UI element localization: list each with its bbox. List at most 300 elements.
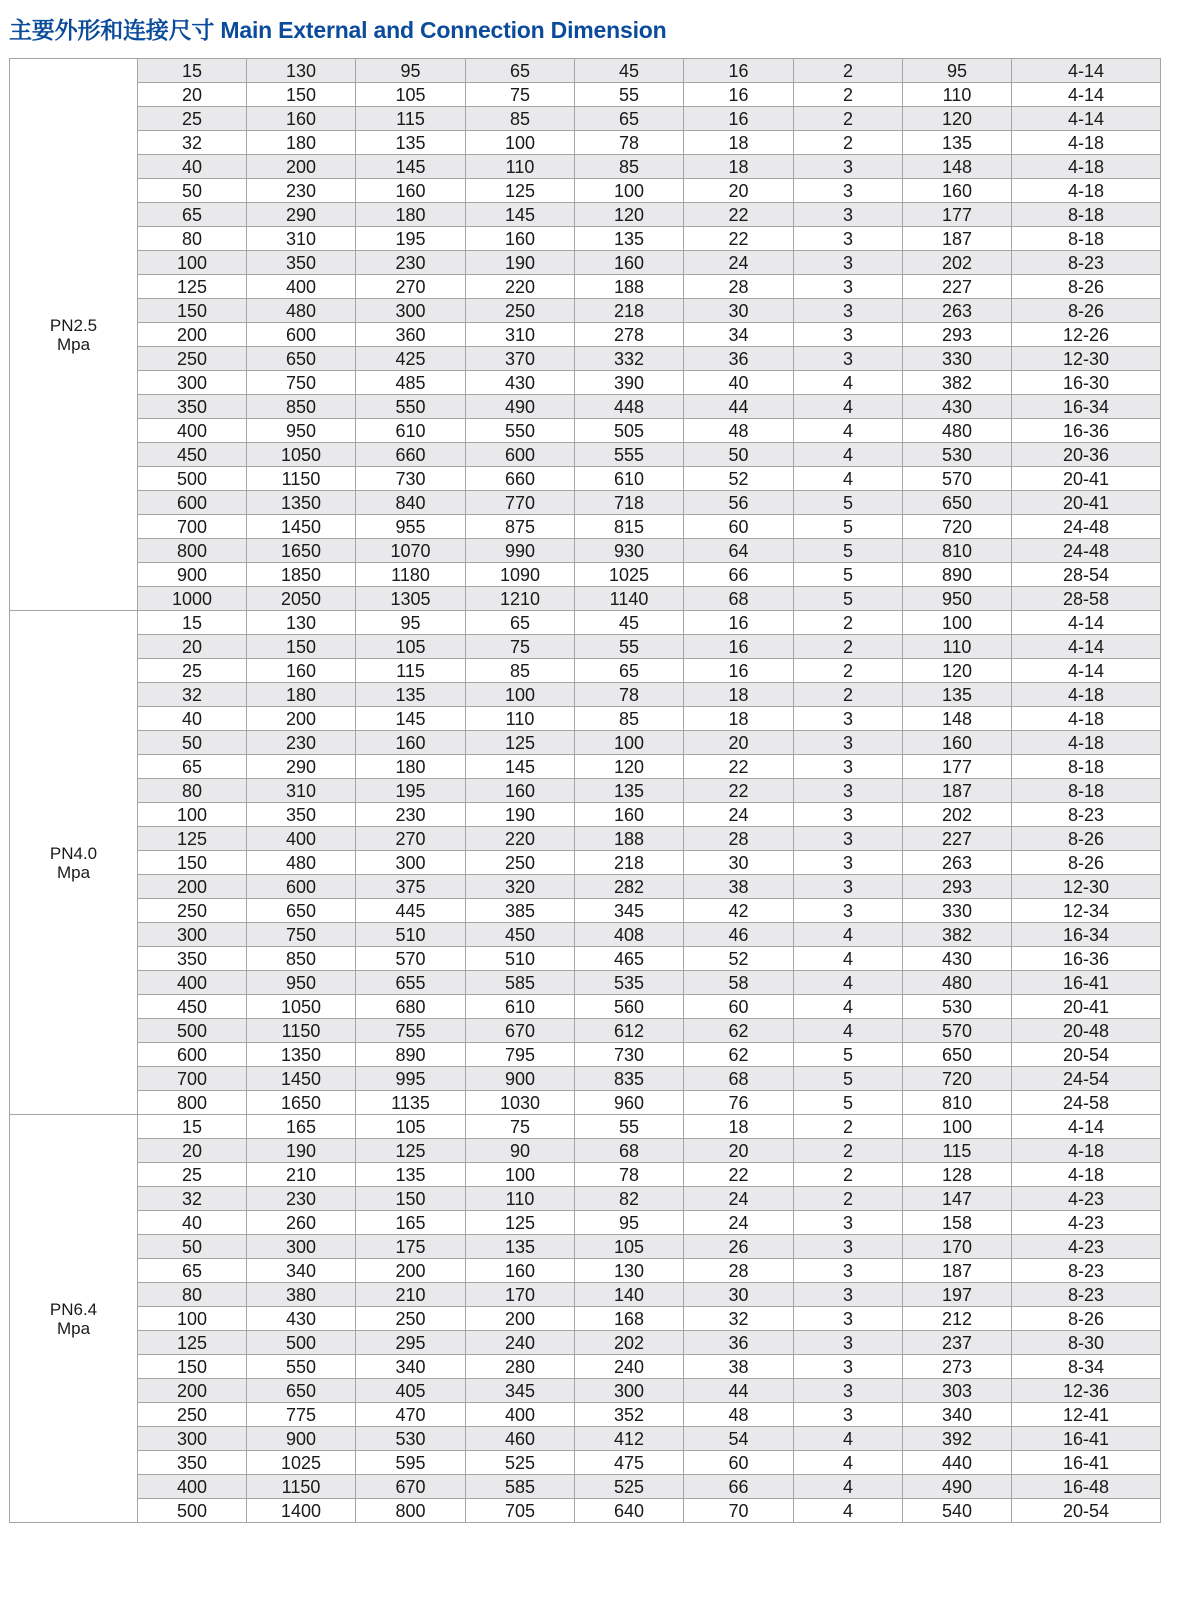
table-cell: 22 <box>684 755 794 779</box>
table-cell: 58 <box>684 971 794 995</box>
table-cell: 20 <box>684 731 794 755</box>
table-cell: 50 <box>138 179 247 203</box>
table-cell: 200 <box>466 1307 575 1331</box>
table-cell: 100 <box>138 251 247 275</box>
table-cell: 263 <box>903 851 1012 875</box>
table-cell: 16-41 <box>1012 1451 1161 1475</box>
table-cell: 1850 <box>247 563 356 587</box>
table-cell: 188 <box>575 827 684 851</box>
table-cell: 180 <box>247 683 356 707</box>
table-row <box>10 971 1161 995</box>
table-cell: 95 <box>575 1211 684 1235</box>
table-cell: 68 <box>684 1067 794 1091</box>
table-cell: 4-14 <box>1012 83 1161 107</box>
table-cell: 300 <box>356 299 466 323</box>
table-cell: 448 <box>575 395 684 419</box>
table-cell: 555 <box>575 443 684 467</box>
table-cell: 180 <box>356 755 466 779</box>
table-cell: 465 <box>575 947 684 971</box>
table-cell: 18 <box>684 683 794 707</box>
table-cell: 600 <box>247 875 356 899</box>
table-cell: 300 <box>138 1427 247 1451</box>
table-cell: 115 <box>356 659 466 683</box>
table-cell: 110 <box>466 1187 575 1211</box>
table-cell: 4-18 <box>1012 683 1161 707</box>
table-cell: 170 <box>466 1283 575 1307</box>
table-cell: 62 <box>684 1043 794 1067</box>
table-cell: 145 <box>356 155 466 179</box>
table-cell: 125 <box>466 731 575 755</box>
table-cell: 120 <box>903 107 1012 131</box>
table-cell: 100 <box>466 131 575 155</box>
table-cell: 3 <box>794 1259 903 1283</box>
table-cell: 450 <box>138 443 247 467</box>
table-cell: 16 <box>684 611 794 635</box>
table-row <box>10 587 1161 611</box>
table-cell: 24-58 <box>1012 1091 1161 1115</box>
table-cell: 160 <box>247 107 356 131</box>
table-row <box>10 635 1161 659</box>
table-cell: 12-41 <box>1012 1403 1161 1427</box>
table-cell: 3 <box>794 155 903 179</box>
table-cell: 1650 <box>247 539 356 563</box>
table-cell: 440 <box>903 1451 1012 1475</box>
table-cell: 505 <box>575 419 684 443</box>
table-cell: 8-26 <box>1012 851 1161 875</box>
table-cell: 230 <box>356 251 466 275</box>
table-cell: 42 <box>684 899 794 923</box>
table-cell: 4 <box>794 971 903 995</box>
table-cell: 270 <box>356 827 466 851</box>
table-cell: 40 <box>138 707 247 731</box>
table-cell: 1000 <box>138 587 247 611</box>
table-cell: 1050 <box>247 995 356 1019</box>
table-cell: 135 <box>903 131 1012 155</box>
table-cell: 610 <box>575 467 684 491</box>
table-cell: 480 <box>247 299 356 323</box>
table-cell: 500 <box>138 1019 247 1043</box>
table-cell: 1090 <box>466 563 575 587</box>
table-cell: 195 <box>356 227 466 251</box>
table-cell: 55 <box>575 1115 684 1139</box>
table-row <box>10 923 1161 947</box>
table-cell: 600 <box>138 491 247 515</box>
table-cell: 4-14 <box>1012 107 1161 131</box>
table-cell: 147 <box>903 1187 1012 1211</box>
table-cell: 445 <box>356 899 466 923</box>
table-cell: 525 <box>575 1475 684 1499</box>
table-cell: 300 <box>138 371 247 395</box>
table-cell: 22 <box>684 779 794 803</box>
table-cell: 25 <box>138 107 247 131</box>
table-cell: 24-48 <box>1012 539 1161 563</box>
table-cell: 350 <box>247 251 356 275</box>
table-cell: 795 <box>466 1043 575 1067</box>
table-cell: 16-30 <box>1012 371 1161 395</box>
table-cell: 65 <box>138 755 247 779</box>
table-cell: 2 <box>794 1163 903 1187</box>
table-cell: 730 <box>356 467 466 491</box>
table-row <box>10 1091 1161 1115</box>
table-cell: 2 <box>794 611 903 635</box>
table-cell: 755 <box>356 1019 466 1043</box>
table-cell: 560 <box>575 995 684 1019</box>
table-cell: 66 <box>684 1475 794 1499</box>
table-cell: 26 <box>684 1235 794 1259</box>
table-cell: 3 <box>794 1331 903 1355</box>
table-cell: 170 <box>903 1235 1012 1259</box>
table-cell: 650 <box>247 347 356 371</box>
table-cell: 585 <box>466 971 575 995</box>
table-cell: 2 <box>794 659 903 683</box>
table-cell: 1210 <box>466 587 575 611</box>
table-cell: 20 <box>138 635 247 659</box>
table-cell: 168 <box>575 1307 684 1331</box>
table-cell: 400 <box>466 1403 575 1427</box>
table-cell: 300 <box>575 1379 684 1403</box>
table-cell: 210 <box>356 1283 466 1307</box>
table-cell: 227 <box>903 827 1012 851</box>
pressure-group-label: PN2.5 Mpa <box>10 59 138 611</box>
table-cell: 950 <box>247 971 356 995</box>
table-cell: 50 <box>684 443 794 467</box>
table-row <box>10 1427 1161 1451</box>
table-cell: 230 <box>247 1187 356 1211</box>
table-cell: 20-36 <box>1012 443 1161 467</box>
table-cell: 250 <box>138 1403 247 1427</box>
table-cell: 570 <box>356 947 466 971</box>
table-row <box>10 1163 1161 1187</box>
table-cell: 125 <box>138 275 247 299</box>
table-cell: 278 <box>575 323 684 347</box>
table-cell: 75 <box>466 83 575 107</box>
table-cell: 400 <box>247 275 356 299</box>
table-cell: 450 <box>138 995 247 1019</box>
table-cell: 130 <box>247 611 356 635</box>
table-cell: 332 <box>575 347 684 371</box>
table-cell: 60 <box>684 1451 794 1475</box>
table-cell: 960 <box>575 1091 684 1115</box>
table-cell: 15 <box>138 1115 247 1139</box>
pressure-group-label: PN6.4 Mpa <box>10 1115 138 1523</box>
table-cell: 2 <box>794 131 903 155</box>
table-cell: 12-30 <box>1012 347 1161 371</box>
table-cell: 3 <box>794 275 903 299</box>
table-cell: 160 <box>356 731 466 755</box>
table-cell: 16-36 <box>1012 419 1161 443</box>
table-cell: 450 <box>466 923 575 947</box>
table-cell: 650 <box>247 1379 356 1403</box>
table-cell: 150 <box>138 299 247 323</box>
table-cell: 24 <box>684 251 794 275</box>
table-cell: 190 <box>247 1139 356 1163</box>
table-row <box>10 1211 1161 1235</box>
table-row <box>10 251 1161 275</box>
table-cell: 230 <box>247 731 356 755</box>
table-cell: 990 <box>466 539 575 563</box>
table-cell: 130 <box>575 1259 684 1283</box>
table-cell: 8-26 <box>1012 275 1161 299</box>
table-cell: 525 <box>466 1451 575 1475</box>
table-cell: 2 <box>794 683 903 707</box>
table-row <box>10 851 1161 875</box>
table-row <box>10 179 1161 203</box>
table-cell: 16 <box>684 107 794 131</box>
table-cell: 610 <box>466 995 575 1019</box>
table-cell: 16-41 <box>1012 971 1161 995</box>
table-cell: 720 <box>903 1067 1012 1091</box>
table-cell: 470 <box>356 1403 466 1427</box>
table-cell: 1350 <box>247 1043 356 1067</box>
table-cell: 500 <box>138 1499 247 1523</box>
table-cell: 75 <box>466 1115 575 1139</box>
table-cell: 890 <box>356 1043 466 1067</box>
table-cell: 4 <box>794 419 903 443</box>
table-cell: 1150 <box>247 467 356 491</box>
table-cell: 4 <box>794 1499 903 1523</box>
table-cell: 263 <box>903 299 1012 323</box>
table-row <box>10 323 1161 347</box>
table-row <box>10 371 1161 395</box>
table-cell: 240 <box>575 1355 684 1379</box>
table-cell: 400 <box>138 1475 247 1499</box>
table-row <box>10 731 1161 755</box>
table-row <box>10 83 1161 107</box>
table-cell: 290 <box>247 755 356 779</box>
table-cell: 200 <box>356 1259 466 1283</box>
table-row <box>10 1451 1161 1475</box>
table-cell: 2050 <box>247 587 356 611</box>
table-cell: 150 <box>138 1355 247 1379</box>
table-cell: 293 <box>903 323 1012 347</box>
table-cell: 460 <box>466 1427 575 1451</box>
table-row <box>10 1307 1161 1331</box>
table-cell: 110 <box>466 155 575 179</box>
table-cell: 4 <box>794 995 903 1019</box>
table-cell: 3 <box>794 1307 903 1331</box>
table-cell: 670 <box>356 1475 466 1499</box>
table-cell: 24 <box>684 803 794 827</box>
table-cell: 100 <box>575 179 684 203</box>
table-cell: 200 <box>138 323 247 347</box>
table-cell: 950 <box>903 587 1012 611</box>
table-cell: 3 <box>794 707 903 731</box>
table-row <box>10 107 1161 131</box>
table-cell: 4-14 <box>1012 59 1161 83</box>
table-row <box>10 539 1161 563</box>
table-cell: 177 <box>903 755 1012 779</box>
table-row <box>10 659 1161 683</box>
table-cell: 60 <box>684 995 794 1019</box>
table-cell: 24 <box>684 1187 794 1211</box>
table-cell: 4-14 <box>1012 1115 1161 1139</box>
table-cell: 1150 <box>247 1475 356 1499</box>
table-cell: 4-18 <box>1012 155 1161 179</box>
table-cell: 3 <box>794 803 903 827</box>
table-cell: 850 <box>247 395 356 419</box>
table-cell: 120 <box>575 755 684 779</box>
table-cell: 4-14 <box>1012 659 1161 683</box>
table-cell: 5 <box>794 539 903 563</box>
table-cell: 145 <box>466 203 575 227</box>
table-cell: 480 <box>903 971 1012 995</box>
table-cell: 890 <box>903 563 1012 587</box>
table-cell: 3 <box>794 1379 903 1403</box>
table-cell: 480 <box>903 419 1012 443</box>
table-cell: 850 <box>247 947 356 971</box>
table-cell: 655 <box>356 971 466 995</box>
table-cell: 78 <box>575 131 684 155</box>
table-cell: 105 <box>575 1235 684 1259</box>
table-cell: 3 <box>794 1403 903 1427</box>
table-row <box>10 611 1161 635</box>
table-cell: 490 <box>903 1475 1012 1499</box>
table-cell: 4 <box>794 947 903 971</box>
table-cell: 140 <box>575 1283 684 1307</box>
table-row <box>10 1379 1161 1403</box>
table-cell: 30 <box>684 851 794 875</box>
table-row <box>10 1043 1161 1067</box>
table-cell: 1135 <box>356 1091 466 1115</box>
table-cell: 480 <box>247 851 356 875</box>
table-row <box>10 1139 1161 1163</box>
table-cell: 1305 <box>356 587 466 611</box>
table-cell: 65 <box>575 107 684 131</box>
table-cell: 55 <box>575 83 684 107</box>
table-cell: 1140 <box>575 587 684 611</box>
table-cell: 570 <box>903 467 1012 491</box>
table-cell: 8-18 <box>1012 779 1161 803</box>
table-cell: 670 <box>466 1019 575 1043</box>
table-cell: 700 <box>138 515 247 539</box>
table-cell: 40 <box>138 1211 247 1235</box>
table-row <box>10 1067 1161 1091</box>
table-cell: 4-23 <box>1012 1211 1161 1235</box>
table-cell: 8-23 <box>1012 803 1161 827</box>
table-cell: 3 <box>794 203 903 227</box>
table-cell: 3 <box>794 851 903 875</box>
table-cell: 250 <box>138 899 247 923</box>
table-cell: 3 <box>794 1211 903 1235</box>
table-cell: 930 <box>575 539 684 563</box>
table-cell: 295 <box>356 1331 466 1355</box>
table-cell: 54 <box>684 1427 794 1451</box>
table-cell: 230 <box>247 179 356 203</box>
table-cell: 310 <box>247 227 356 251</box>
table-cell: 4-18 <box>1012 1139 1161 1163</box>
table-cell: 52 <box>684 467 794 491</box>
table-cell: 180 <box>356 203 466 227</box>
table-cell: 4 <box>794 467 903 491</box>
table-cell: 158 <box>903 1211 1012 1235</box>
table-cell: 16 <box>684 83 794 107</box>
table-cell: 120 <box>575 203 684 227</box>
table-row <box>10 1187 1161 1211</box>
table-cell: 45 <box>575 611 684 635</box>
table-cell: 570 <box>903 1019 1012 1043</box>
table-cell: 195 <box>356 779 466 803</box>
table-cell: 28 <box>684 827 794 851</box>
table-row <box>10 131 1161 155</box>
table-cell: 800 <box>356 1499 466 1523</box>
table-cell: 100 <box>466 1163 575 1187</box>
table-cell: 28 <box>684 1259 794 1283</box>
table-cell: 65 <box>575 659 684 683</box>
table-cell: 18 <box>684 1115 794 1139</box>
table-cell: 16-34 <box>1012 395 1161 419</box>
table-cell: 65 <box>466 59 575 83</box>
table-cell: 330 <box>903 899 1012 923</box>
table-cell: 490 <box>466 395 575 419</box>
table-cell: 148 <box>903 155 1012 179</box>
table-cell: 300 <box>356 851 466 875</box>
table-cell: 352 <box>575 1403 684 1427</box>
table-cell: 3 <box>794 1283 903 1307</box>
table-cell: 165 <box>247 1115 356 1139</box>
table-cell: 340 <box>356 1355 466 1379</box>
table-cell: 20 <box>684 1139 794 1163</box>
table-cell: 105 <box>356 1115 466 1139</box>
table-cell: 8-30 <box>1012 1331 1161 1355</box>
table-row <box>10 1331 1161 1355</box>
table-cell: 382 <box>903 923 1012 947</box>
table-cell: 62 <box>684 1019 794 1043</box>
table-cell: 197 <box>903 1283 1012 1307</box>
table-cell: 5 <box>794 515 903 539</box>
table-cell: 30 <box>684 299 794 323</box>
table-cell: 3 <box>794 251 903 275</box>
table-cell: 202 <box>903 803 1012 827</box>
table-cell: 135 <box>356 131 466 155</box>
table-cell: 45 <box>575 59 684 83</box>
table-row <box>10 995 1161 1019</box>
table-cell: 4-23 <box>1012 1235 1161 1259</box>
table-cell: 5 <box>794 563 903 587</box>
table-row <box>10 827 1161 851</box>
table-cell: 44 <box>684 395 794 419</box>
table-cell: 48 <box>684 419 794 443</box>
table-cell: 100 <box>903 1115 1012 1139</box>
table-cell: 160 <box>575 251 684 275</box>
table-row <box>10 1259 1161 1283</box>
table-cell: 3 <box>794 299 903 323</box>
table-cell: 950 <box>247 419 356 443</box>
table-cell: 100 <box>903 611 1012 635</box>
table-cell: 105 <box>356 83 466 107</box>
table-cell: 135 <box>575 779 684 803</box>
table-cell: 1025 <box>247 1451 356 1475</box>
table-cell: 50 <box>138 731 247 755</box>
table-cell: 20-54 <box>1012 1043 1161 1067</box>
table-cell: 44 <box>684 1379 794 1403</box>
table-cell: 1050 <box>247 443 356 467</box>
table-cell: 4-14 <box>1012 611 1161 635</box>
table-cell: 18 <box>684 707 794 731</box>
table-row <box>10 1355 1161 1379</box>
table-cell: 188 <box>575 275 684 299</box>
table-cell: 24-54 <box>1012 1067 1161 1091</box>
table-cell: 700 <box>138 1067 247 1091</box>
table-cell: 100 <box>466 683 575 707</box>
table-cell: 135 <box>903 683 1012 707</box>
table-cell: 95 <box>903 59 1012 83</box>
table-cell: 8-23 <box>1012 1283 1161 1307</box>
table-cell: 900 <box>247 1427 356 1451</box>
table-cell: 270 <box>356 275 466 299</box>
table-cell: 32 <box>684 1307 794 1331</box>
table-row <box>10 491 1161 515</box>
table-cell: 4-18 <box>1012 179 1161 203</box>
